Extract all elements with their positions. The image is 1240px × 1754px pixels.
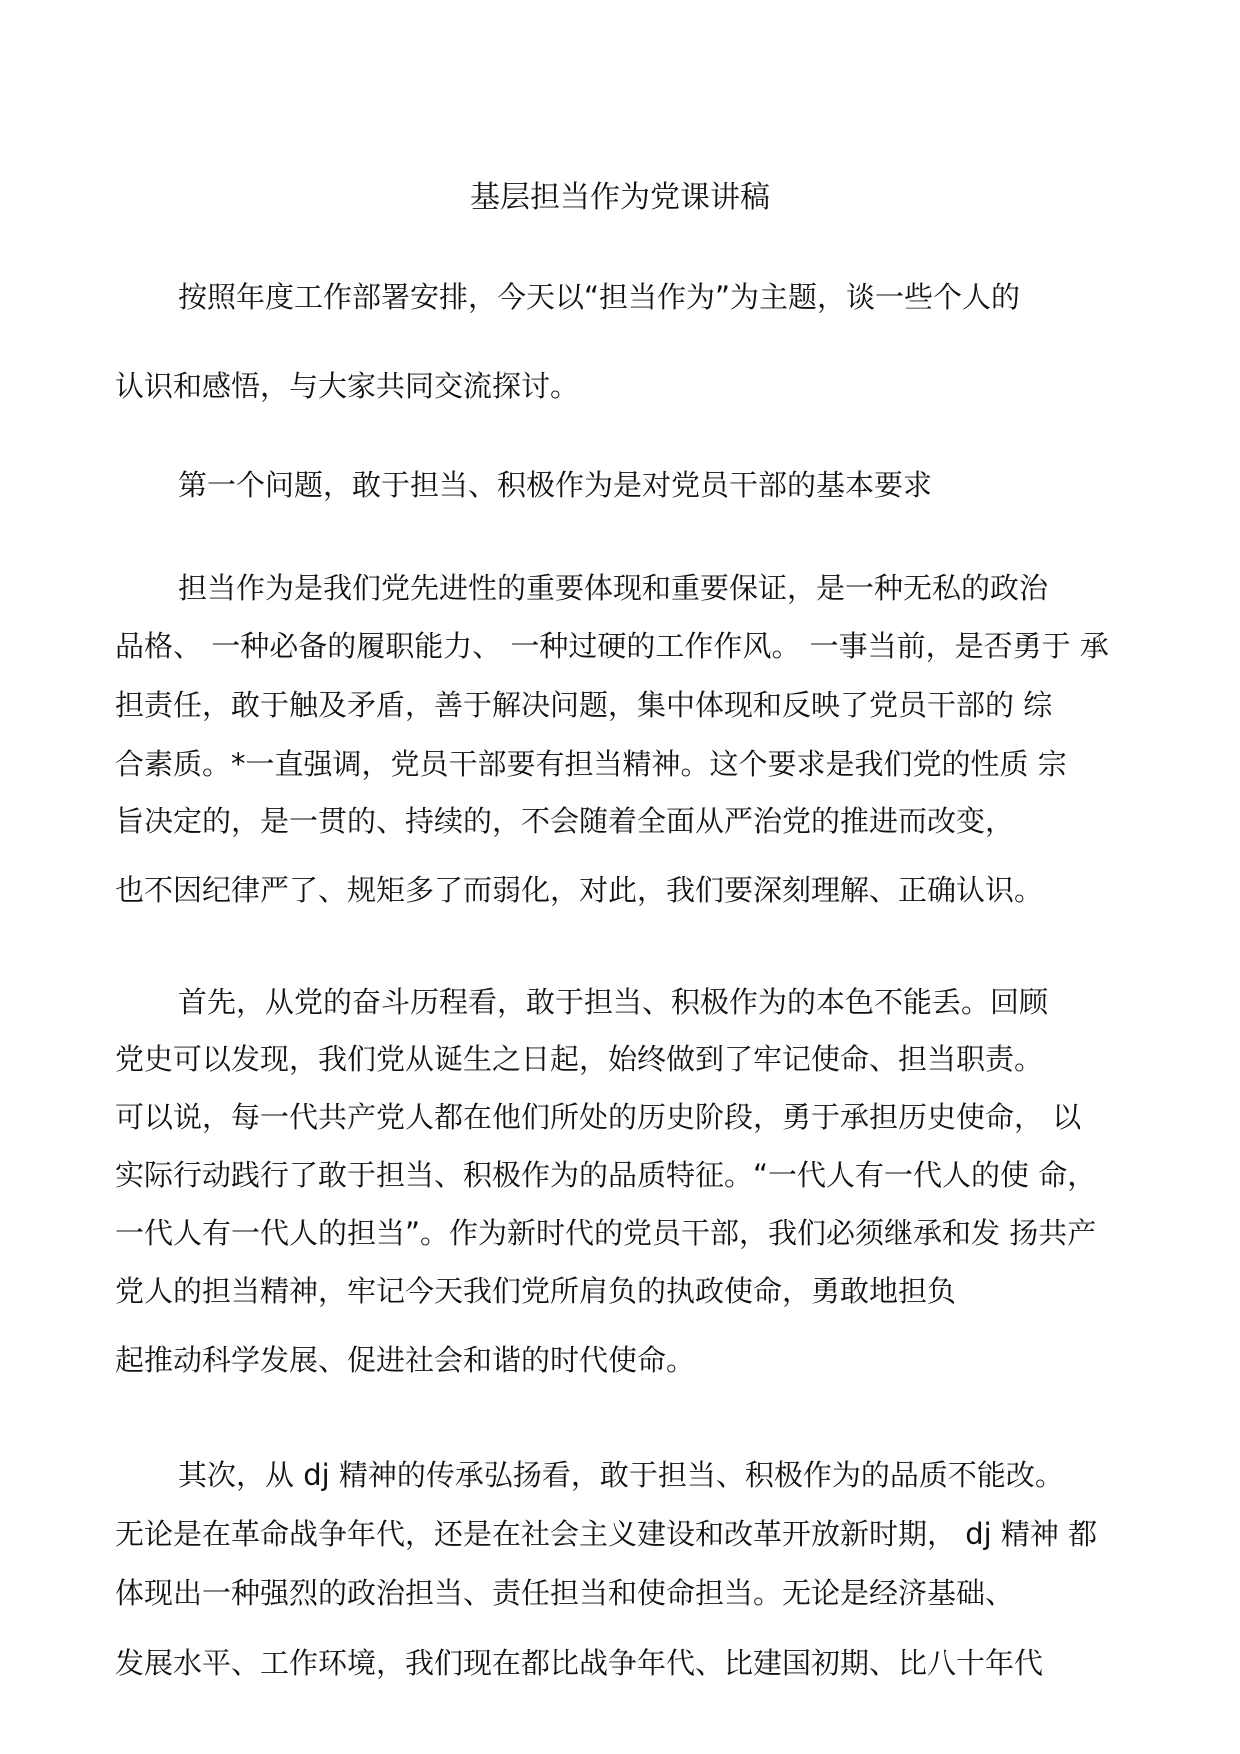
paragraph-line: 其次，从 dj 精神的传承弘扬看，敢于担当、积极作为的品质不能改。 (178, 1458, 1064, 1492)
paragraph-line: 旨决定的，是一贯的、持续的，不会随着全面从严治党的推进而改变， (115, 804, 1015, 838)
paragraph-line: 认识和感悟，与大家共同交流探讨。 (115, 369, 580, 403)
paragraph-line: 发展水平、工作环境，我们现在都比战争年代、比建国初期、比八十年代 (115, 1646, 1044, 1680)
paragraph-line: 起推动科学发展、促进社会和谐的时代使命。 (115, 1343, 696, 1377)
paragraph-line: 党人的担当精神，牢记今天我们党所肩负的执政使命，勇敢地担负 (115, 1274, 957, 1308)
paragraph-line: 可以说，每一代共产党人都在他们所处的历史阶段，勇于承担历史使命， 以 (115, 1100, 1082, 1134)
paragraph-line: 合素质。*一直强调，党员干部要有担当精神。这个要求是我们党的性质 宗 (115, 747, 1067, 781)
paragraph-line: 担当作为是我们党先进性的重要体现和重要保证，是一种无私的政治 (178, 571, 1049, 605)
paragraph-line: 实际行动践行了敢于担当、积极作为的品质特征。“一代人有一代人的使 命， (115, 1158, 1097, 1192)
document-title: 基层担当作为党课讲稿 (470, 180, 770, 215)
section-heading: 第一个问题，敢于担当、积极作为是对党员干部的基本要求 (178, 468, 933, 502)
paragraph-line: 无论是在革命战争年代，还是在社会主义建设和改革开放新时期， dj 精神 都 (115, 1517, 1098, 1551)
paragraph-line: 一代人有一代人的担当”。作为新时代的党员干部，我们必须继承和发 扬共产 (115, 1216, 1097, 1250)
paragraph-line: 体现出一种强烈的政治担当、责任担当和使命担当。无论是经济基础、 (115, 1576, 1015, 1610)
paragraph-line: 按照年度工作部署安排，今天以“担当作为”为主题，谈一些个人的 (178, 280, 1021, 314)
paragraph-line: 担责任，敢于触及矛盾，善于解决问题，集中体现和反映了党员干部的 综 (115, 688, 1053, 722)
paragraph-line: 党史可以发现，我们党从诞生之日起，始终做到了牢记使命、担当职责。 (115, 1042, 1044, 1076)
paragraph-line: 首先，从党的奋斗历程看，敢于担当、积极作为的本色不能丢。回顾 (178, 985, 1049, 1019)
paragraph-line: 也不因纪律严了、规矩多了而弱化，对此，我们要深刻理解、正确认识。 (115, 873, 1044, 907)
paragraph-line: 品格、 一种必备的履职能力、 一种过硬的工作作风。 一事当前，是否勇于 承 (115, 629, 1109, 663)
